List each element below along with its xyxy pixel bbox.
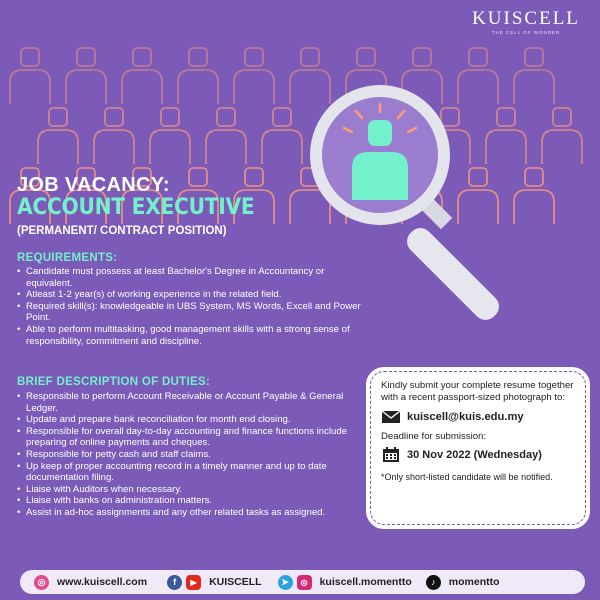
requirements-list <box>17 266 362 347</box>
website-link[interactable] <box>34 575 147 590</box>
email-link[interactable]: kuiscell@kuis.edu.my <box>407 411 524 424</box>
requirements-heading: REQUIREMENTS: <box>17 252 118 264</box>
mail-icon <box>381 409 401 425</box>
submission-intro: Kindly submit your complete resume together with a recent passport-sized photograph to: <box>381 380 574 403</box>
kuiscell-logo <box>470 8 582 35</box>
list-item: • Update and prepare bank reconciliation for month end closing. <box>17 414 362 426</box>
position-type: (PERMANENT/ CONTRACT POSITION) <box>17 225 227 237</box>
telegram-instagram-text: kuiscell.momentto <box>319 576 412 588</box>
list-item: • Assist in ad-hoc assignments and any other related tasks as assigned. <box>17 507 362 519</box>
person-outline-icon <box>150 108 190 164</box>
shortlist-note: *Only short-listed candidate will be notified. <box>381 472 553 483</box>
list-item: • Atleast 1-2 year(s) of working experience in the related field. <box>17 289 362 301</box>
logo-tagline: THE CELL OF WONDER <box>491 30 561 35</box>
deadline-date: 30 Nov 2022 (Wednesday) <box>407 449 542 462</box>
person-outline-icon <box>178 48 218 104</box>
position-title: ACCOUNT EXECUTIVE <box>17 195 255 220</box>
list-item: • Able to perform multitasking, good management skills with a strong sense of responsibility, commitment and discipline. <box>17 324 362 347</box>
facebook-youtube-text: KUISCELL <box>209 576 262 588</box>
logo-text: KUISCELL <box>472 8 580 29</box>
telegram-instagram-link[interactable] <box>278 575 412 590</box>
person-outline-icon <box>10 48 50 104</box>
deadline-label: Deadline for submission: <box>381 431 487 443</box>
person-outline-icon <box>234 48 274 104</box>
submission-box <box>370 371 586 525</box>
tiktok-text: momentto <box>448 576 500 588</box>
person-outline-icon <box>38 108 78 164</box>
duties-list <box>17 391 362 519</box>
telegram-icon: ➤ <box>278 575 293 590</box>
person-outline-icon <box>66 48 106 104</box>
list-item: • Responsible for petty cash and staff claims. <box>17 449 362 461</box>
calendar-icon <box>381 447 401 463</box>
globe-icon: ◎ <box>34 575 49 590</box>
job-vacancy-heading: JOB VACANCY: <box>17 174 170 196</box>
person-outline-icon <box>122 48 162 104</box>
tiktok-link[interactable] <box>426 575 500 590</box>
duties-heading: BRIEF DESCRIPTION OF DUTIES: <box>17 376 211 388</box>
youtube-icon: ▶ <box>186 575 201 590</box>
magnifier-handle <box>402 197 504 325</box>
tiktok-icon: ♪ <box>426 575 441 590</box>
deadline-row <box>381 447 575 463</box>
facebook-youtube-link[interactable] <box>167 575 262 590</box>
website-text: www.kuiscell.com <box>57 576 148 588</box>
person-outline-icon <box>206 108 246 164</box>
list-item: • Liaise with banks on administration matters. <box>17 495 362 507</box>
email-row <box>381 409 575 425</box>
person-outline-icon <box>94 108 134 164</box>
social-footer <box>20 570 585 594</box>
list-item: • Liaise with Auditors when necessary. <box>17 484 362 496</box>
list-item: • Responsible for overall day-to-day accounting and finance functions include preparing of online payments and cheques. <box>17 426 362 449</box>
list-item: • Up keep of proper accounting record in a timely manner and up to date documentation filing. <box>17 461 362 484</box>
facebook-icon: f <box>167 575 182 590</box>
person-outline-icon <box>262 108 302 164</box>
instagram-icon: ◎ <box>297 575 312 590</box>
list-item: • Required skill(s): knowledgeable in UBS System, MS Words, Excell and Power Point. <box>17 301 362 324</box>
list-item: • Responsible to perform Account Receivable or Account Payable & General Ledger. <box>17 391 362 414</box>
list-item: • Candidate must possess at least Bachelor's Degree in Accountancy or equivalent. <box>17 266 362 289</box>
